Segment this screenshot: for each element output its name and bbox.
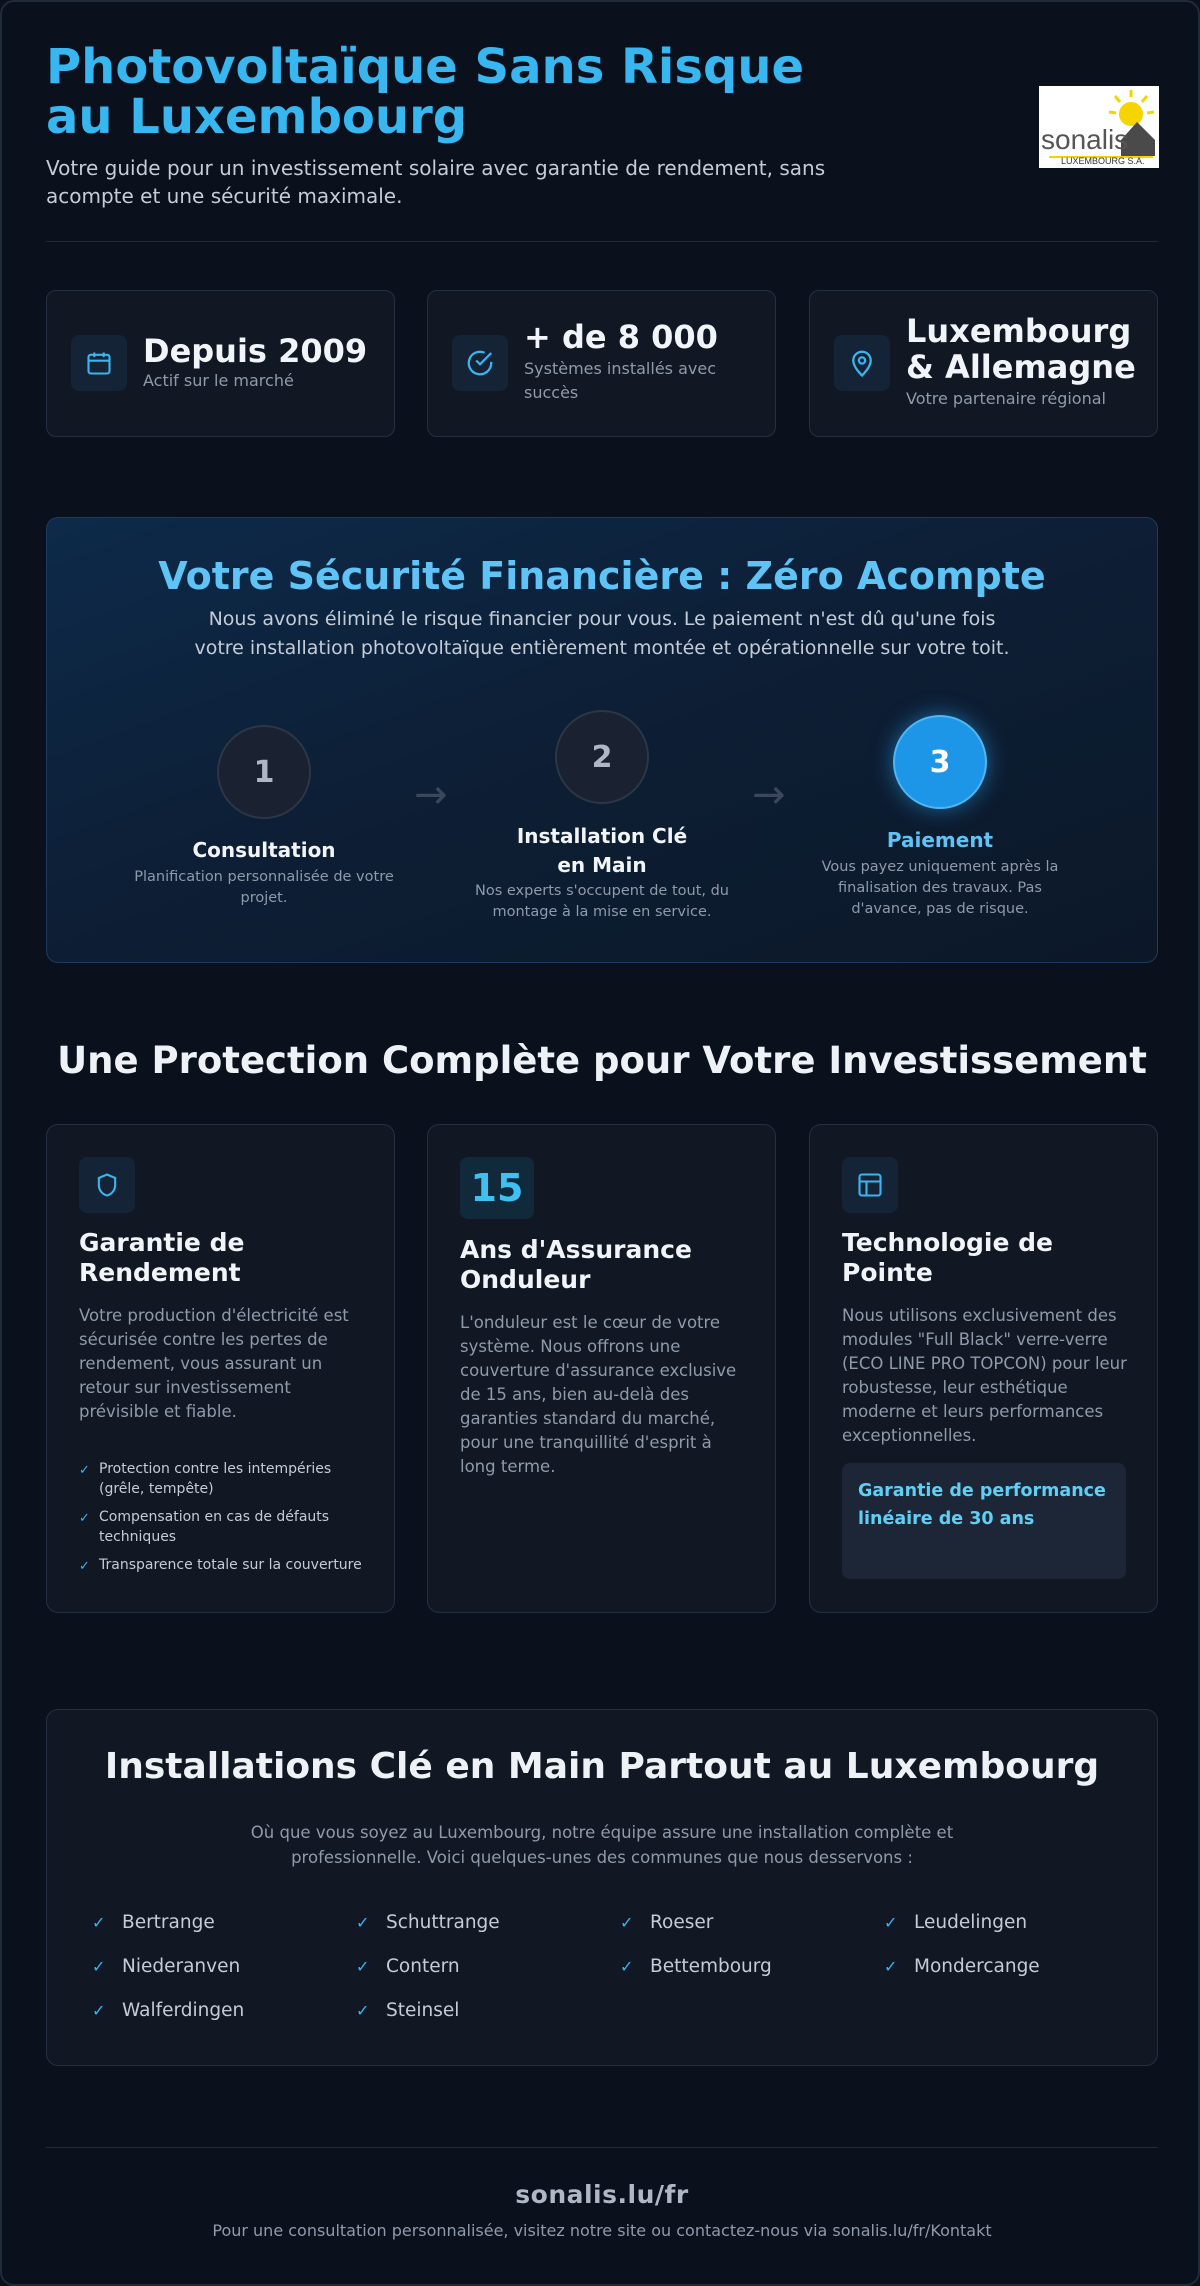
- header-divider: [46, 241, 1158, 242]
- security-title: Votre Sécurité Financière : Zéro Acompte: [158, 554, 1046, 598]
- page-subtitle: Votre guide pour un investissement solaire avec garantie de rendement, sans acompte et une sécurité maximale.: [46, 156, 826, 208]
- stat-label: Votre partenaire régional: [906, 389, 1106, 408]
- bullet-item: ✓ Compensation en cas de défauts techniques: [79, 1509, 330, 1545]
- card-title: Garantie de Rendement: [79, 1228, 245, 1287]
- check-icon: ✓: [356, 1913, 370, 1932]
- step-1-circle: 1: [217, 725, 311, 819]
- town-item: ✓ Mondercange: [884, 1956, 1040, 1977]
- card-technology: [809, 1124, 1158, 1613]
- calendar-icon: [71, 335, 127, 391]
- shield-icon: [79, 1157, 135, 1213]
- step-2-desc: Nos experts s'occupent de tout, du montage à la mise en service.: [475, 883, 729, 920]
- stat-card-since: [46, 290, 395, 437]
- card-desc: Votre production d'électricité est sécurisée contre les pertes de rendement, vous assurant un retour sur investissement prévisible et fiable.: [79, 1306, 349, 1421]
- logo-brand: sonalis: [1041, 124, 1129, 155]
- step-3-circle: 3: [893, 715, 987, 809]
- town-item: ✓ Roeser: [620, 1912, 714, 1933]
- installations-desc: Où que vous soyez au Luxembourg, notre équipe assure une installation complète et professionnelle. Voici quelques-unes des communes que nous desservons :: [250, 1823, 954, 1867]
- check-icon: ✓: [356, 1957, 370, 1976]
- arrow-right-icon: →: [752, 772, 786, 818]
- stat-card-installs: [427, 290, 776, 437]
- check-icon: ✓: [79, 1463, 90, 1478]
- protection-title: Une Protection Complète pour Votre Investissement: [57, 1039, 1147, 1082]
- card-desc: L'onduleur est le cœur de votre système. Nous offrons une couverture d'assurance exclusive de 15 ans, bien au-delà des garanties standard du marché, pour une tranquillité d'esprit à long terme.: [460, 1313, 737, 1476]
- logo-tagline: LUXEMBOURG S.A.: [1061, 156, 1145, 166]
- check-icon: ✓: [620, 1957, 634, 1976]
- check-icon: ✓: [79, 1511, 90, 1526]
- card-title: Technologie de Pointe: [842, 1228, 1053, 1287]
- card-inverter-insurance: [427, 1124, 776, 1613]
- bullet-item: ✓ Transparence totale sur la couverture: [79, 1555, 369, 1575]
- check-icon: ✓: [884, 1913, 898, 1932]
- check-icon: ✓: [620, 1913, 634, 1932]
- town-item: ✓ Leudelingen: [884, 1912, 1028, 1933]
- footer-text: Pour une consultation personnalisée, visitez notre site ou contactez-nous via sonalis.lu/fr/Kontakt: [212, 2221, 992, 2240]
- check-icon: ✓: [92, 1957, 106, 1976]
- bullet-item: ✓ Protection contre les intempéries (grêle, tempête): [79, 1461, 332, 1497]
- town-item: ✓ Contern: [356, 1956, 460, 1977]
- check-circle-icon: [452, 335, 508, 391]
- page-title: Photovoltaïque Sans Risque au Luxembourg: [46, 39, 805, 145]
- card-desc: Nous utilisons exclusivement des modules "Full Black" verre-verre (ECO LINE PRO TOPCON) pour leur robustesse, leur esthétique moderne et leurs performances exceptionnelles.: [842, 1306, 1127, 1445]
- step-1-desc: Planification personnalisée de votre projet.: [134, 869, 394, 906]
- installations-title: Installations Clé en Main Partout au Luxembourg: [104, 1746, 1100, 1787]
- step-1-title: Consultation: [192, 838, 336, 862]
- step-3-title: Paiement: [886, 828, 994, 852]
- footer-link[interactable]: sonalis.lu/fr: [515, 2180, 689, 2209]
- stat-label: Actif sur le marché: [143, 371, 294, 390]
- badge-15: 15: [460, 1157, 534, 1219]
- step-2-title: Installation Clé en Main: [516, 824, 688, 877]
- map-pin-icon: [834, 335, 890, 391]
- check-icon: ✓: [79, 1559, 90, 1574]
- stat-label: Systèmes installés avec succès: [524, 359, 716, 402]
- card-yield-guarantee: [46, 1124, 395, 1613]
- town-item: ✓ Niederanven: [92, 1956, 241, 1977]
- town-item: ✓ Bettembourg: [620, 1956, 772, 1977]
- footer-divider: [46, 2147, 1158, 2148]
- step-3-desc: Vous payez uniquement après la finalisation des travaux. Pas d'avance, pas de risque.: [821, 859, 1059, 917]
- town-item: ✓ Steinsel: [356, 2000, 460, 2021]
- stat-value: + de 8 000: [524, 318, 718, 356]
- performance-guarantee-box: Garantie de performance linéaire de 30 ans: [842, 1463, 1126, 1579]
- check-icon: ✓: [92, 1913, 106, 1932]
- town-item: ✓ Schuttrange: [356, 1912, 500, 1933]
- check-icon: ✓: [92, 2001, 106, 2020]
- stat-card-region: [809, 290, 1158, 437]
- card-title: Ans d'Assurance Onduleur: [460, 1235, 692, 1294]
- arrow-right-icon: →: [414, 772, 448, 818]
- stat-value: Depuis 2009: [143, 332, 368, 370]
- security-text: Nous avons éliminé le risque financier pour vous. Le paiement n'est dû qu'une fois votre installation photovoltaïque entièrement montée et opérationnelle sur votre toit.: [194, 608, 1010, 659]
- check-icon: ✓: [356, 2001, 370, 2020]
- stat-value: Luxembourg & Allemagne: [906, 312, 1136, 386]
- step-2-circle: 2: [555, 710, 649, 804]
- panel-layout-icon: [842, 1157, 898, 1213]
- town-item: ✓ Walferdingen: [92, 2000, 245, 2021]
- check-icon: ✓: [884, 1957, 898, 1976]
- sonalis-logo[interactable]: [1039, 86, 1159, 168]
- town-item: ✓ Bertrange: [92, 1912, 215, 1933]
